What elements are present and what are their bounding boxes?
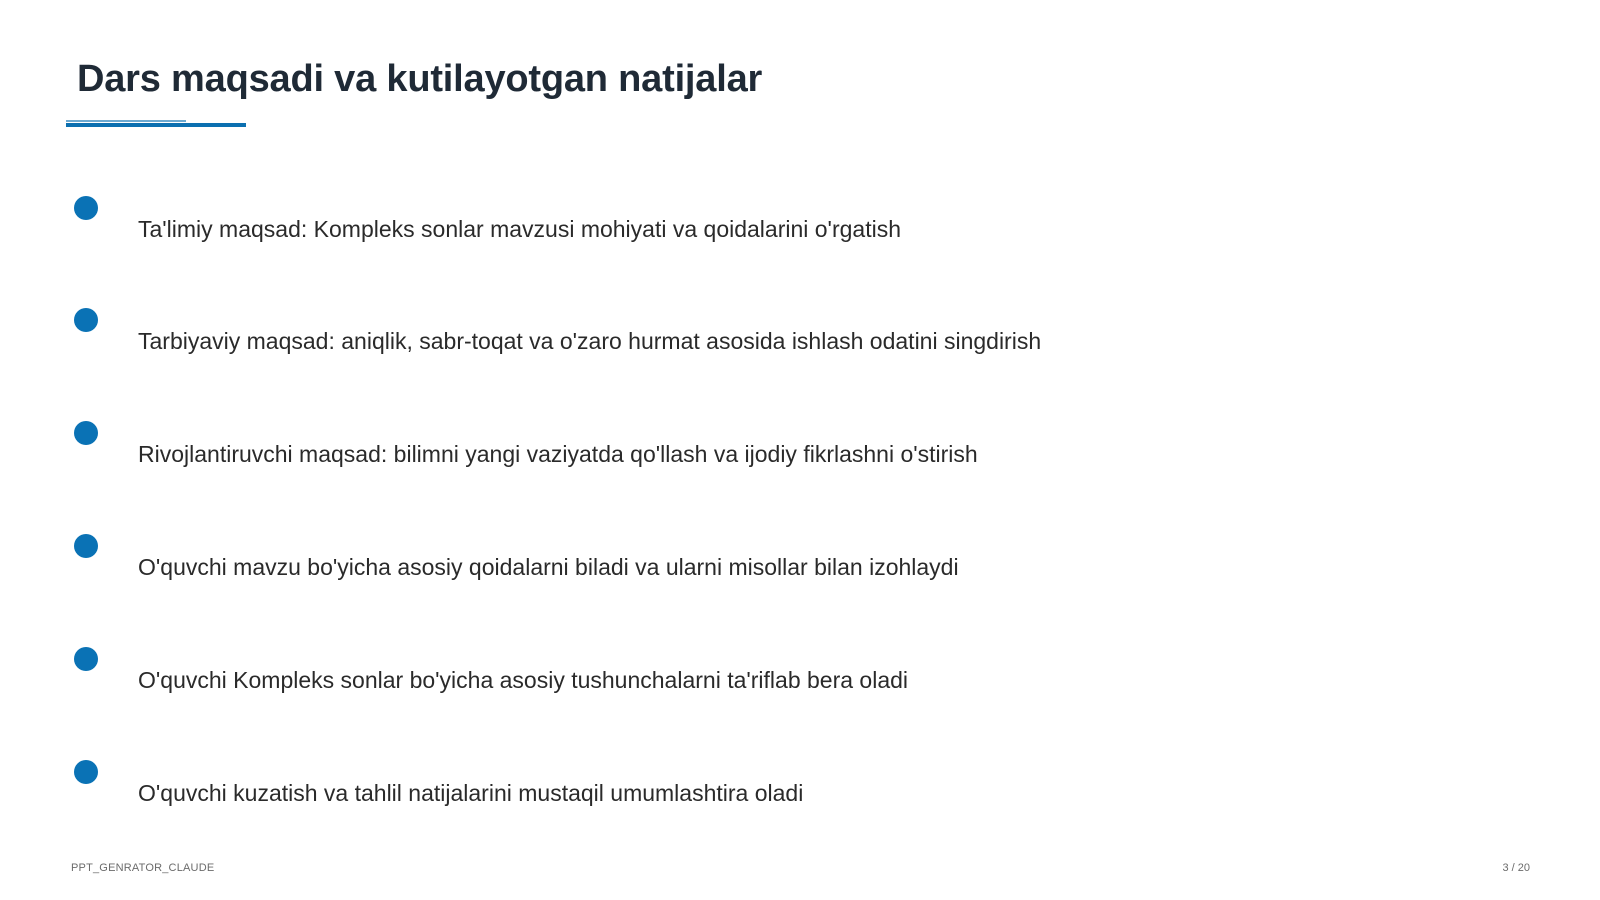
bullet-text: Rivojlantiruvchi maqsad: bilimni yangi vaziyatda qo'llash va ijodiy fikrlashni o'stirish — [138, 441, 978, 467]
bullet-dot-icon — [74, 534, 98, 558]
bullet-text: O'quvchi mavzu bo'yicha asosiy qoidalarni biladi va ularni misollar bilan izohlaydi — [138, 554, 959, 580]
bullet-dot-icon — [74, 308, 98, 332]
bullet-dot-icon — [74, 647, 98, 671]
bullet-dot-icon — [74, 196, 98, 220]
page-indicator: 3 / 20 — [1502, 862, 1530, 874]
footer-label: PPT_GENRATOR_CLAUDE — [71, 862, 215, 874]
bullet-item — [0, 196, 1600, 276]
bullet-item — [0, 647, 1600, 727]
bullet-item — [0, 421, 1600, 501]
slide-title: Dars maqsadi va kutilayotgan natijalar — [77, 58, 763, 100]
bullet-text: Ta'limiy maqsad: Kompleks sonlar mavzusi mohiyati va qoidalarini o'rgatish — [138, 216, 901, 242]
bullet-item — [0, 760, 1600, 840]
bullet-text: Tarbiyaviy maqsad: aniqlik, sabr-toqat va o'zaro hurmat asosida ishlash odatini singdirish — [138, 328, 1042, 354]
bullet-item — [0, 308, 1600, 388]
bullet-text: O'quvchi Kompleks sonlar bo'yicha asosiy tushunchalarni ta'riflab bera oladi — [138, 667, 909, 693]
bullet-text: O'quvchi kuzatish va tahlil natijalarini mustaqil umumlashtira oladi — [138, 780, 804, 806]
bullet-item — [0, 534, 1600, 614]
bullet-dot-icon — [74, 421, 98, 445]
bullet-dot-icon — [74, 760, 98, 784]
